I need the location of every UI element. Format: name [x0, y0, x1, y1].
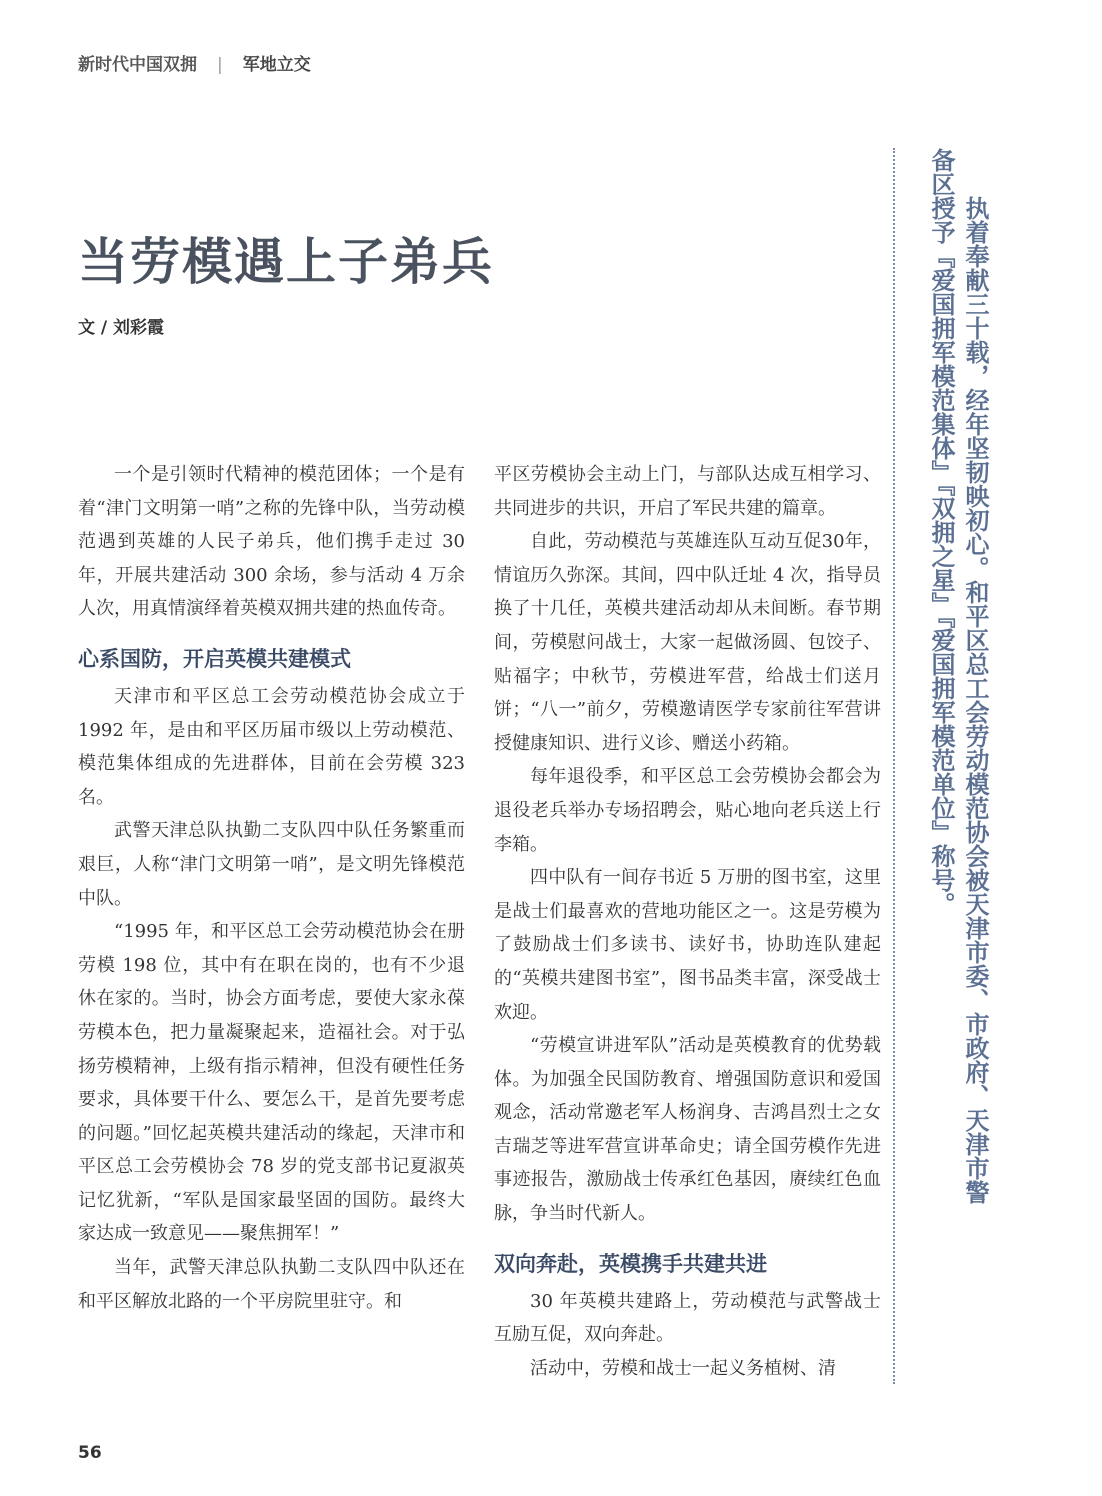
section-heading: 双向奔赴，英模携手共建共进: [494, 1251, 767, 1276]
paragraph: 活动中，劳模和战士一起义务植树、清: [530, 1357, 836, 1379]
paragraph: “劳模宣讲进军队”活动是英模教育的优势载体。为加强全民国防教育、增强国防意识和爱国观念，活动常邀老军人杨润身、吉鸿昌烈士之女吉瑞芝等进军营宣讲革命史；请全国劳模作先进事迹报告，激励战士传承红色基因，赓续红色血脉，争当时代新人。: [494, 1035, 881, 1225]
pull-quote: 执着奉献三十载，经年坚韧映初心。和平区总工会劳动模范协会被天津市委、市政府、天津市警备区授予『爱国拥军模范集体』『双拥之星』『爱国拥军模范单位』称号。: [927, 148, 990, 1204]
header-separator: |: [217, 55, 223, 75]
paragraph: 自此，劳动模范与英雄连队互动互促30年，情谊历久弥深。其间，四中队迁址 4 次，指导员换了十几任，英模共建活动却从未间断。春节期间，劳模慰问战士，大家一起做汤圆、包饺子、贴福字；中秋节，劳模进军营，给战士们送月饼；“八一”前夕，劳模邀请医学专家前往军营讲授健康知识、进行义诊、赠送小药箱。: [494, 531, 881, 754]
paragraph: 当年，武警天津总队执勤二支队四中队还在和平区解放北路的一个平房院里驻守。和: [78, 1257, 465, 1312]
paragraph: 天津市和平区总工会劳动模范协会成立于 1992 年，是由和平区历届市级以上劳动模范、模范集体组成的先进群体，目前在会劳模 323 名。: [78, 685, 465, 808]
paragraph: 四中队有一间存书近 5 万册的图书室，这里是战士们最喜欢的营地功能区之一。这是劳模为了鼓励战士们多读书、读好书，协助连队建起的“英模共建图书室”，图书品类丰富，深受战士欢迎。: [494, 867, 881, 1023]
running-header: [78, 50, 311, 75]
right-column: [494, 458, 881, 1385]
dotted-divider: [893, 148, 895, 1384]
page-number: 56: [78, 1443, 102, 1463]
article-title: 当劳模遇上子弟兵: [78, 232, 494, 291]
paragraph: 平区劳模协会主动上门，与部队达成互相学习、共同进步的共识，开启了军民共建的篇章。: [494, 464, 881, 519]
section-name: 军地立交: [242, 55, 311, 75]
magazine-name: 新时代中国双拥: [78, 55, 197, 75]
paragraph: 每年退役季，和平区总工会劳模协会都会为退役老兵举办专场招聘会，贴心地向老兵送上行李箱。: [494, 766, 881, 855]
paragraph: 武警天津总队执勤二支队四中队任务繁重而艰巨，人称“津门文明第一哨”，是文明先锋模范中队。: [78, 820, 465, 909]
paragraph: “1995 年，和平区总工会劳动模范协会在册劳模 198 位，其中有在职在岗的，也有不少退休在家的。当时，协会方面考虑，要使大家永葆劳模本色，把力量凝聚起来，造福社会。对于弘扬劳模精神，上级有指示精神，但没有硬性任务要求，具体要干什么、要怎么干，是首先要考虑的问题。”回忆起英模共建活动的缘起，天津市和平区总工会劳模协会 78 岁的党支部书记夏淑英记忆犹新，“军队是国家最坚固的国防。最终大家达成一致意见——聚焦拥军！”: [78, 921, 465, 1245]
paragraph: 一个是引领时代精神的模范团体；一个是有着“津门文明第一哨”之称的先锋中队，当劳动模范遇到英雄的人民子弟兵，他们携手走过 30 年，开展共建活动 300 余场，参与活动 4 万余人次，用真情演绎着英模双拥共建的热血传奇。: [78, 464, 465, 620]
left-column: [78, 458, 465, 1318]
author-byline: 文 / 刘彩霞: [78, 318, 165, 338]
paragraph: 30 年英模共建路上，劳动模范与武警战士互励互促，双向奔赴。: [494, 1290, 881, 1346]
section-heading: 心系国防，开启英模共建模式: [78, 646, 351, 671]
